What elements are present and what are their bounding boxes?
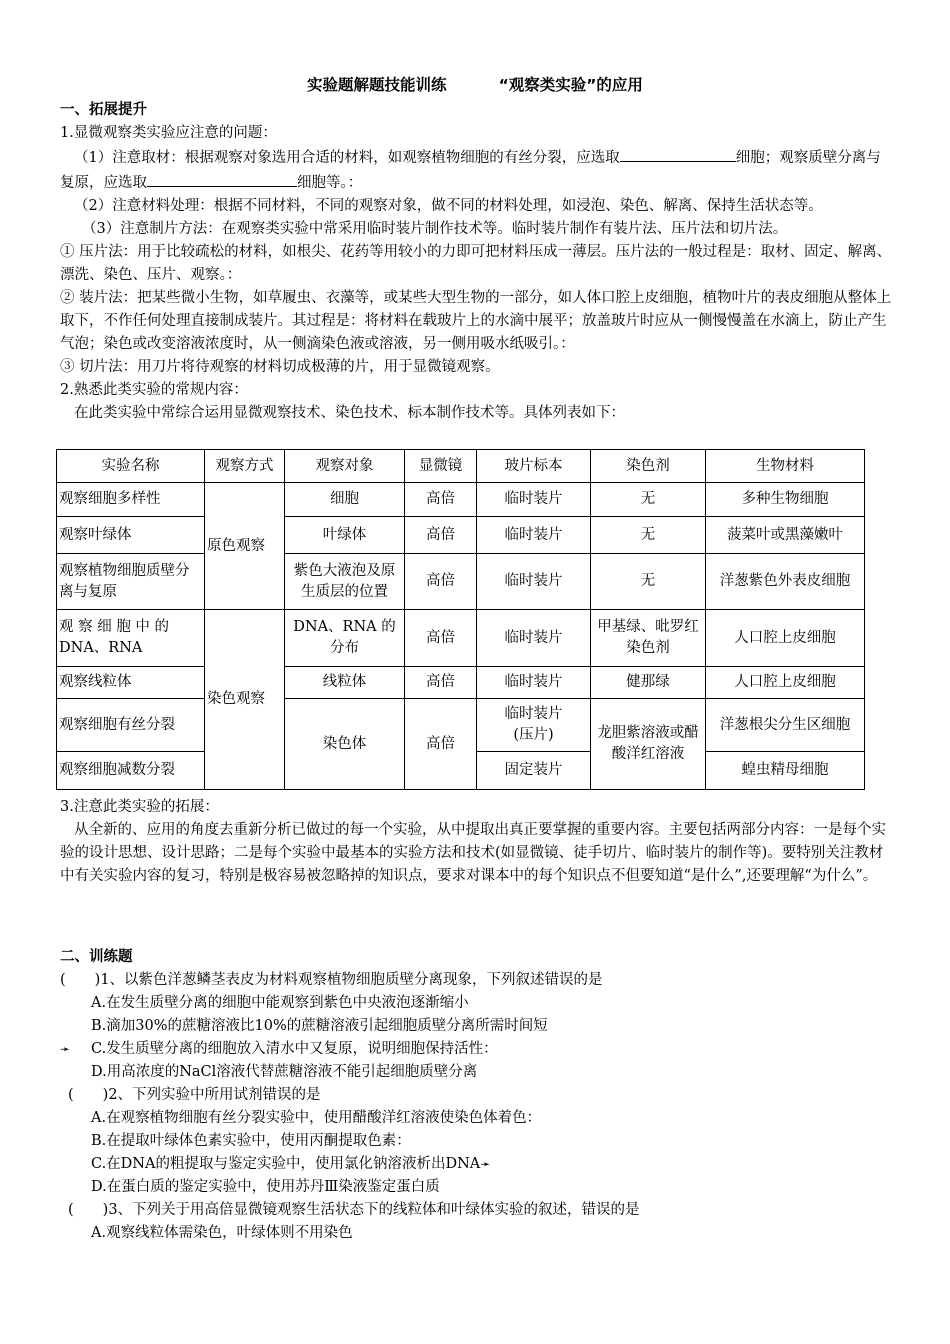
section-1-continued bbox=[60, 796, 892, 888]
option: B.在提取叶绿体色素实验中，使用丙酮提取色素： bbox=[91, 1133, 411, 1149]
table-row: 观察叶绿体 叶绿体 高倍 临时装片 无 菠菜叶或黑藻嫩叶 bbox=[57, 517, 865, 554]
option: D.在蛋白质的鉴定实验中，使用苏丹Ⅲ染液鉴定蛋白质 bbox=[91, 1179, 440, 1195]
table-header: 玻片标本 bbox=[477, 450, 591, 483]
section-heading-2: 二、训练题 bbox=[60, 949, 133, 965]
paragraph-6: ③ 切片法：用刀片将待观察的材料切成极薄的片，用于显微镜观察。 bbox=[60, 359, 500, 375]
table-row: 观察细胞减数分裂 固定装片 蝗虫精母细胞 bbox=[57, 752, 865, 790]
table-header: 染色剂 bbox=[591, 450, 706, 483]
table-header: 观察对象 bbox=[285, 450, 405, 483]
paragraph-3: （3）注意制片方法：在观察类实验中常采用临时装片制作技术等。临时装片制作有装片法、压片法和切片法。 bbox=[82, 221, 788, 237]
paragraph-4: ① 压片法：用于比较疏松的材料，如根尖、花药等用较小的力即可把材料压成一薄层。压片法的一般过程是：取材、固定、解离、漂洗、染色、压片、观察。： bbox=[60, 244, 892, 283]
page-title: 实验题解题技能训练 “观察类实验”的应用 bbox=[307, 76, 643, 94]
option: C.在DNA的粗提取与鉴定实验中，使用氯化钠溶液析出DNA➛ bbox=[91, 1156, 491, 1172]
option: B.滴加30%的蔗糖溶液比10%的蔗糖溶液引起细胞质壁分离所需时间短 bbox=[91, 1018, 548, 1034]
question-2: ( )2、下列实验中所用试剂错误的是 bbox=[68, 1087, 321, 1103]
table-header: 观察方式 bbox=[205, 450, 285, 483]
section-2 bbox=[60, 946, 892, 1245]
paragraph-2: （2）注意材料处理：根据不同材料，不同的观察对象，做不同的材料处理，如浸泡、染色、解离、保持生活状态等。 bbox=[74, 198, 823, 214]
table-header: 实验名称 bbox=[57, 450, 205, 483]
hand-mark-icon: ➛ bbox=[480, 1157, 491, 1171]
paragraph-1: （1）注意取材：根据观察对象选用合适的材料，如观察植物细胞的有丝分裂，应选取 细胞；观察质壁分离与复原，应选取 细胞等。： bbox=[60, 145, 892, 195]
option: ➛ C.发生质壁分离的细胞放入清水中又复原，说明细胞保持活性： bbox=[60, 1038, 892, 1061]
table-header: 显微镜 bbox=[405, 450, 477, 483]
item-1: 1.显微观察类实验应注意的问题： bbox=[60, 125, 277, 141]
table-row: 观察植物细胞质壁分离与复原 紫色大液泡及原生质层的位置 高倍 临时装片 无 洋葱紫色外表皮细胞 bbox=[57, 554, 865, 610]
question-1: ( )1、以紫色洋葱鳞茎表皮为材料观察植物细胞质壁分离现象，下列叙述错误的是 bbox=[60, 972, 603, 988]
option: D.用高浓度的NaCl溶液代替蔗糖溶液不能引起细胞质壁分离 bbox=[91, 1064, 478, 1080]
section-heading-1: 一、拓展提升 bbox=[60, 102, 147, 118]
item-2: 2.熟悉此类实验的常规内容： bbox=[60, 382, 248, 398]
hand-mark-icon: ➛ bbox=[60, 1042, 71, 1056]
fill-blank-1[interactable] bbox=[620, 145, 736, 162]
paragraph-7: 在此类实验中常综合运用显微观察技术、染色技术、标本制作技术等。具体列表如下： bbox=[74, 405, 625, 421]
table-header: 生物材料 bbox=[706, 450, 865, 483]
item-3: 3.注意此类实验的拓展： bbox=[60, 799, 219, 815]
option: A.在观察植物细胞有丝分裂实验中，使用醋酸洋红溶液使染色体着色： bbox=[91, 1110, 542, 1126]
paragraph-5: ② 装片法：把某些微小生物，如草履虫、衣藻等，或某些大型生物的一部分，如人体口腔上皮细胞，植物叶片的表皮细胞从整体上取下，不作任何处理直接制成装片。其过程是：将材料在载玻片上的水滴中展平；放盖玻片时应从一侧慢慢盖在水滴上，防止产生气泡；染色或改变溶液浓度时，从一侧滴染色液或溶液，另一侧用吸水纸吸引。： bbox=[60, 290, 892, 352]
table-row: 观察细胞多样性 原色观察 细胞 高倍 临时装片 无 多种生物细胞 bbox=[57, 483, 865, 517]
table-row: 观察线粒体 线粒体 高倍 临时装片 健那绿 人口腔上皮细胞 bbox=[57, 667, 865, 699]
table-header-row bbox=[57, 450, 865, 483]
option: A.在发生质壁分离的细胞中能观察到紫色中央液泡逐渐缩小 bbox=[91, 995, 469, 1011]
option: A.观察线粒体需染色，叶绿体则不用染色 bbox=[91, 1225, 353, 1241]
section-1 bbox=[60, 99, 892, 425]
question-3: ( )3、下列关于用高倍显微镜观察生活状态下的线粒体和叶绿体实验的叙述，错误的是 bbox=[68, 1202, 640, 1218]
experiment-table bbox=[56, 449, 865, 790]
fill-blank-2[interactable] bbox=[147, 170, 297, 187]
paragraph-8: 从全新的、应用的角度去重新分析已做过的每一个实验，从中提取出真正要掌握的重要内容。主要包括两部分内容：一是每个实验的设计思想、设计思路；二是每个实验中最基本的实验方法和技术(如显微镜、徒手切片、临时装片的制作等)。要特别关注教材中有关实验内容的复习，特别是极容易被忽略掉的知识点，要求对课本中的每个知识点不但要知道“是什么”,还要理解“为什么”。 bbox=[60, 822, 886, 884]
table-row: 观 察 细 胞 中 的 DNA、RNA 染色观察 DNA、RNA 的分布 高倍 临时装片 甲基绿、吡罗红染色剂 人口腔上皮细胞 bbox=[57, 610, 865, 667]
table-row: 观察细胞有丝分裂 染色体 高倍 临时装片 (压片) 龙胆紫溶液或醋酸洋红溶液 洋葱根尖分生区细胞 bbox=[57, 699, 865, 752]
